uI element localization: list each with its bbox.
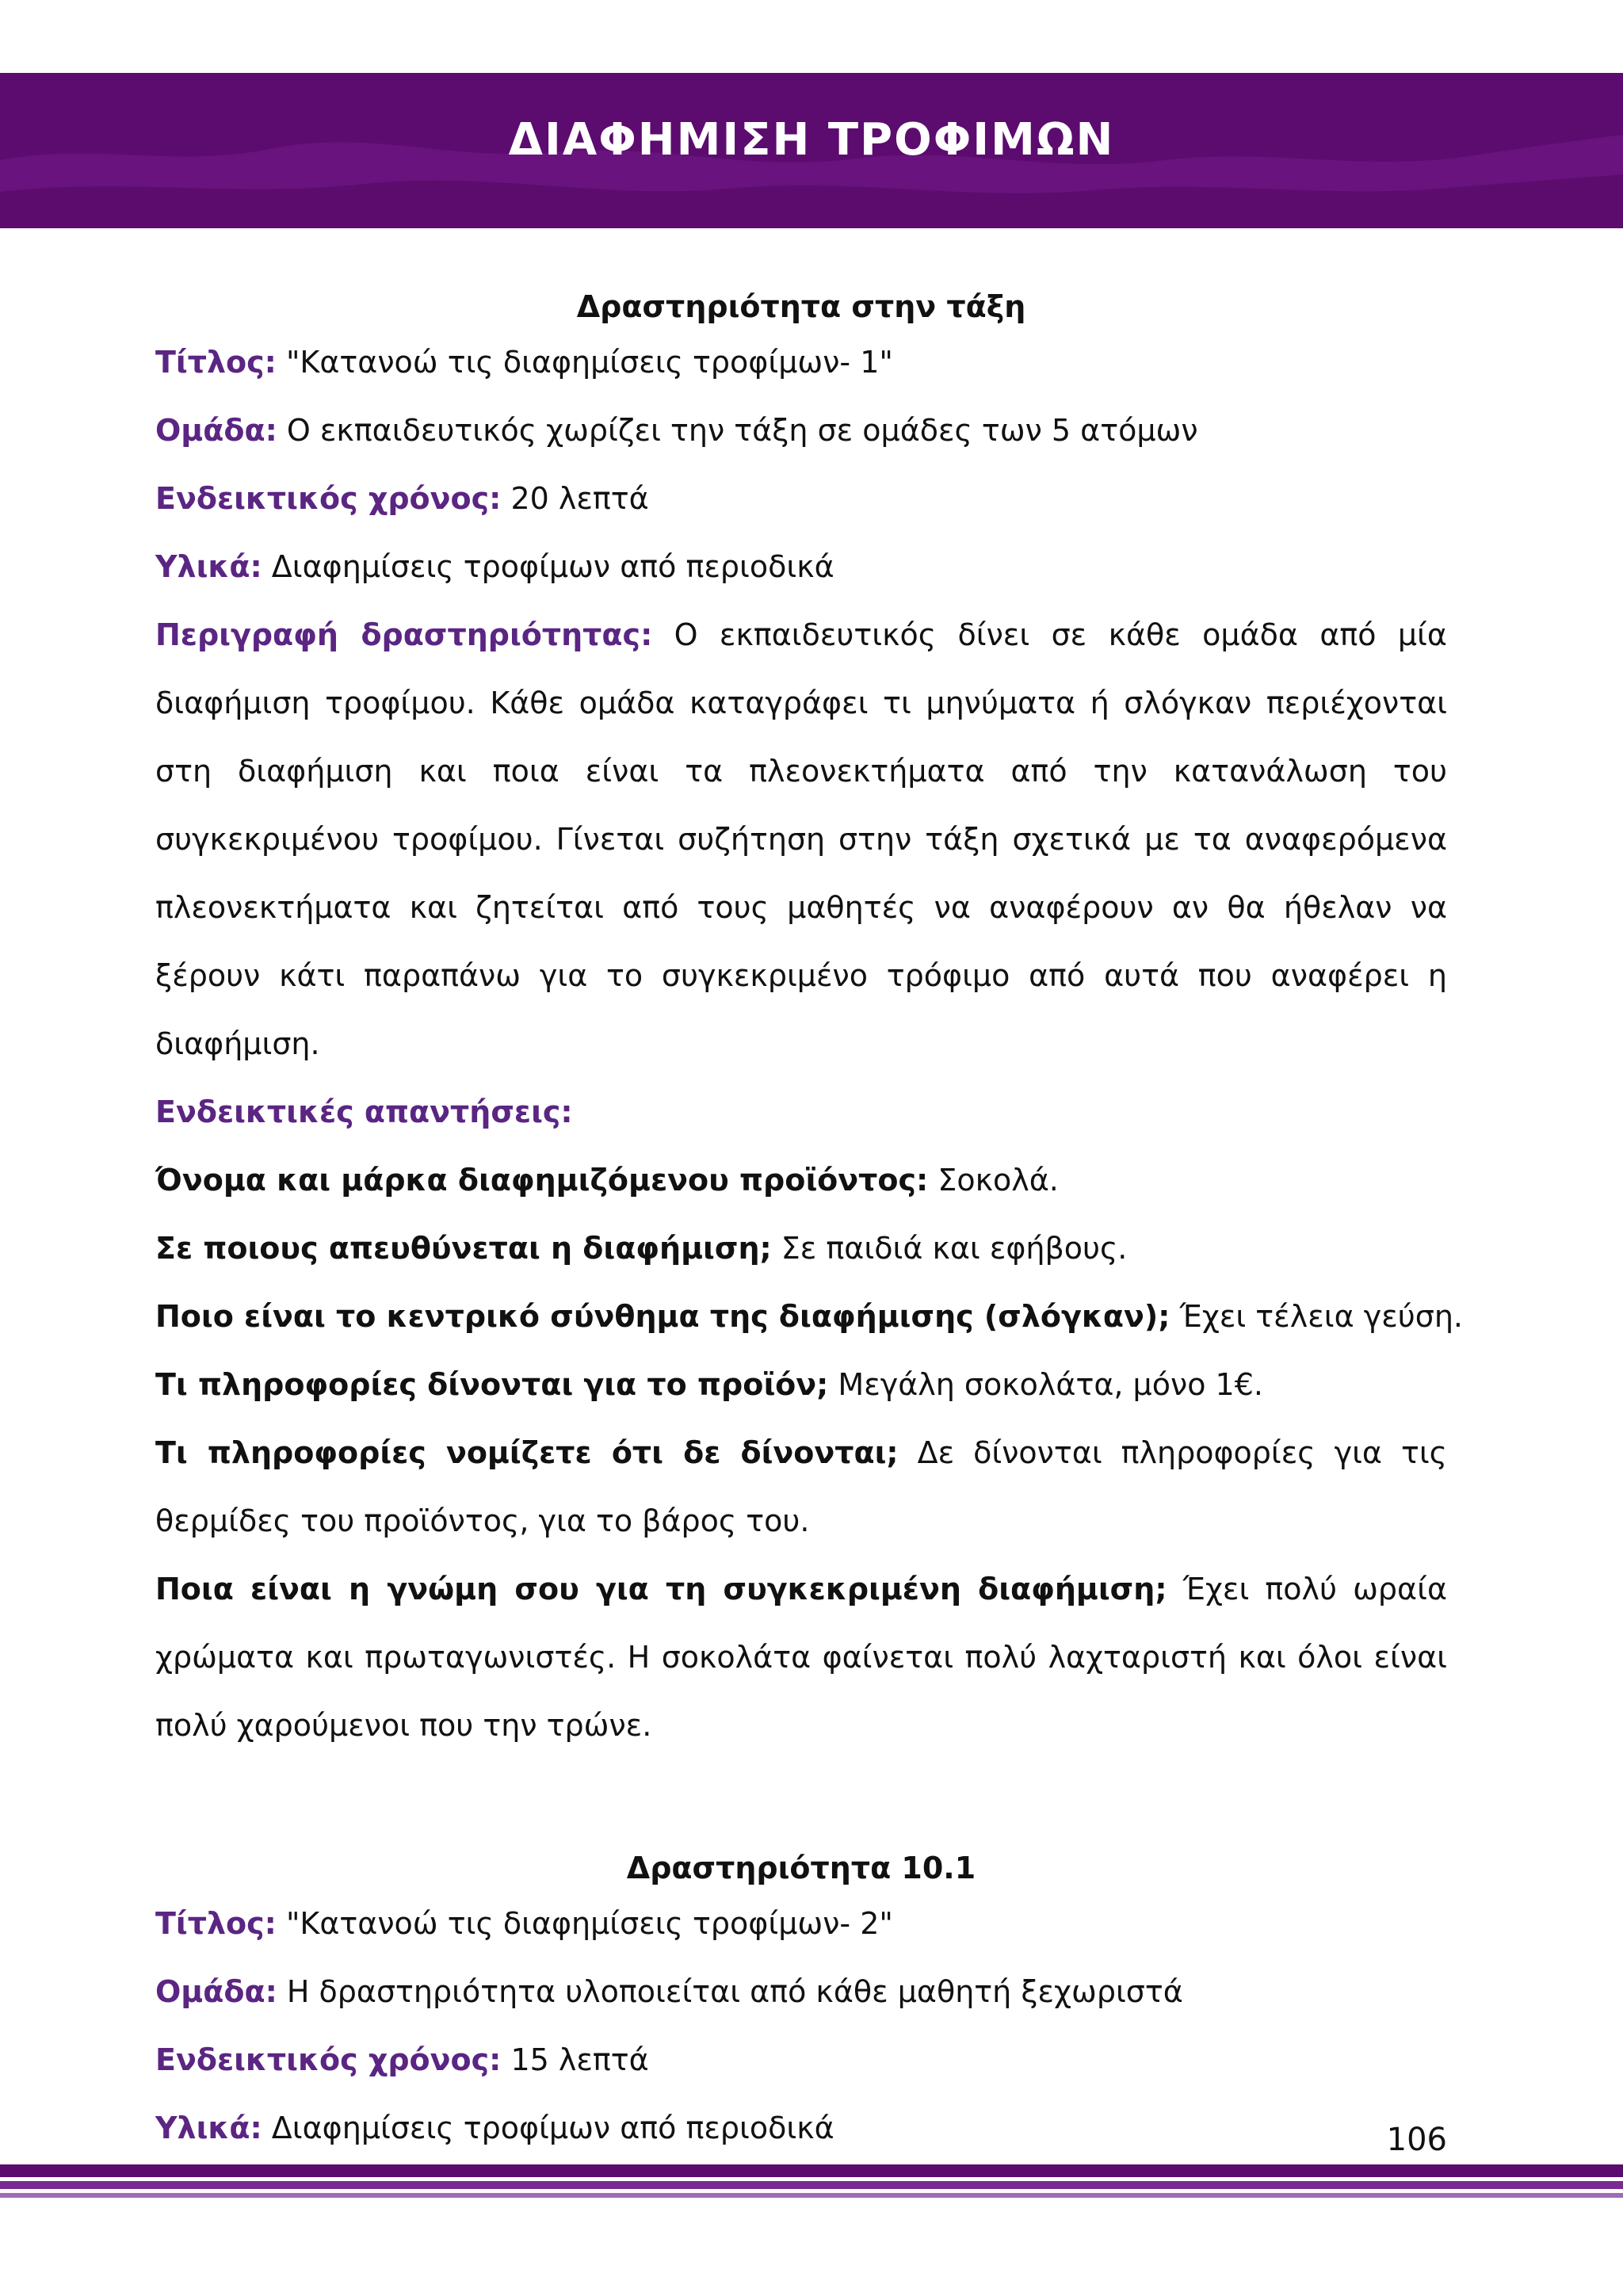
answer-item [155, 1555, 1447, 1759]
title-label: Τίτλος: [155, 345, 277, 380]
answer-text: Μεγάλη σοκολάτα, μόνο 1€. [838, 1367, 1263, 1402]
time-label: Ενδεικτικός χρόνος: [155, 2042, 502, 2077]
answer-text: Έχει τέλεια γεύση. [1179, 1299, 1463, 1334]
section-spacer [155, 1759, 1447, 1847]
materials-label: Υλικά: [155, 549, 262, 584]
answer-item [155, 1146, 1447, 1214]
answer-text: Δε δίνονται πληροφορίες για τις θερμίδες του προϊόντος, για το βάρος του. [155, 1435, 1447, 1538]
answer-text: Έχει πολύ ωραία χρώματα και πρωταγωνιστές. Η σοκολάτα φαίνεται πολύ λαχταριστή και όλοι είναι πολύ χαρούμενοι που την τρώνε. [155, 1572, 1447, 1743]
header-banner [0, 73, 1623, 228]
time-row [155, 2026, 1447, 2094]
time-value: 15 λεπτά [510, 2042, 649, 2077]
materials-row [155, 2094, 1447, 2162]
page-title: ΔΙΑΦΗΜΙΣΗ ΤΡΟΦΙΜΩΝ [508, 114, 1115, 166]
footer-stripe [0, 2181, 1623, 2189]
time-value: 20 λεπτά [510, 481, 649, 516]
answer-text: Σοκολά. [938, 1163, 1059, 1198]
group-row [155, 396, 1447, 464]
answer-question: Τι πληροφορίες δίνονται για το προϊόν; [155, 1367, 829, 1402]
materials-value: Διαφημίσεις τροφίμων από περιοδικά [271, 2111, 834, 2145]
title-value: "Κατανοώ τις διαφημίσεις τροφίμων- 2" [285, 1906, 893, 1941]
title-value: "Κατανοώ τις διαφημίσεις τροφίμων- 1" [285, 345, 893, 380]
time-label: Ενδεικτικός χρόνος: [155, 481, 502, 516]
description-label: Περιγραφή δραστηριότητας: [155, 617, 653, 652]
title-row [155, 1889, 1447, 1958]
description-paragraph [155, 601, 1447, 1078]
answer-question: Τι πληροφορίες νομίζετε ότι δε δίνονται; [155, 1435, 899, 1470]
group-label: Ομάδα: [155, 1974, 277, 2009]
description-text: Ο εκπαιδευτικός δίνει σε κάθε ομάδα από μία διαφήμιση τροφίμου. Κάθε ομάδα καταγράφει τι μηνύματα ή σλόγκαν περιέχονται στη διαφήμιση και ποια είναι τα πλεονεκτήματα από την κατανάλωση του συγκεκριμένου τροφίμου. Γίνεται συζήτηση στην τάξη σχετικά με τα αναφερόμενα πλεονεκτήματα και ζητείται από τους μαθητές να αναφέρουν αν θα ήθελαν να ξέρουν κάτι παραπάνω για το συγκεκριμένο τρόφιμο από αυτά που αναφέρει η διαφήμιση. [155, 617, 1447, 1061]
section-heading: Δραστηριότητα 10.1 [626, 1851, 976, 1885]
section-heading: Δραστηριότητα στην τάξη [576, 289, 1026, 324]
answer-question: Ποιο είναι το κεντρικό σύνθημα της διαφήμισης (σλόγκαν); [155, 1299, 1170, 1334]
materials-value: Διαφημίσεις τροφίμων από περιοδικά [271, 549, 834, 584]
title-label: Τίτλος: [155, 1906, 277, 1941]
title-row [155, 328, 1447, 396]
group-value: Η δραστηριότητα υλοποιείται από κάθε μαθητή ξεχωριστά [286, 1974, 1183, 2009]
answer-text: Σε παιδιά και εφήβους. [781, 1231, 1128, 1266]
group-value: Ο εκπαιδευτικός χωρίζει την τάξη σε ομάδες των 5 ατόμων [286, 413, 1198, 448]
page-number: 106 [1386, 2122, 1447, 2158]
materials-row [155, 533, 1447, 601]
main-content [155, 285, 1463, 2162]
materials-label: Υλικά: [155, 2111, 262, 2145]
answer-item [155, 1282, 1463, 1350]
answer-item [155, 1419, 1447, 1555]
answer-question: Σε ποιους απευθύνεται η διαφήμιση; [155, 1231, 772, 1266]
answer-question: Όνομα και μάρκα διαφημιζόμενου προϊόντος: [155, 1163, 929, 1198]
answer-question: Ποια είναι η γνώμη σου για τη συγκεκριμένη διαφήμιση; [155, 1572, 1167, 1606]
answers-label: Ενδεικτικές απαντήσεις: [155, 1095, 573, 1129]
answers-heading [155, 1078, 1447, 1146]
group-row [155, 1958, 1447, 2026]
time-row [155, 464, 1447, 533]
group-label: Ομάδα: [155, 413, 277, 448]
footer-stripe [0, 2193, 1623, 2198]
answer-item [155, 1350, 1447, 1419]
footer-stripe [0, 2164, 1623, 2177]
answer-item [155, 1214, 1447, 1282]
